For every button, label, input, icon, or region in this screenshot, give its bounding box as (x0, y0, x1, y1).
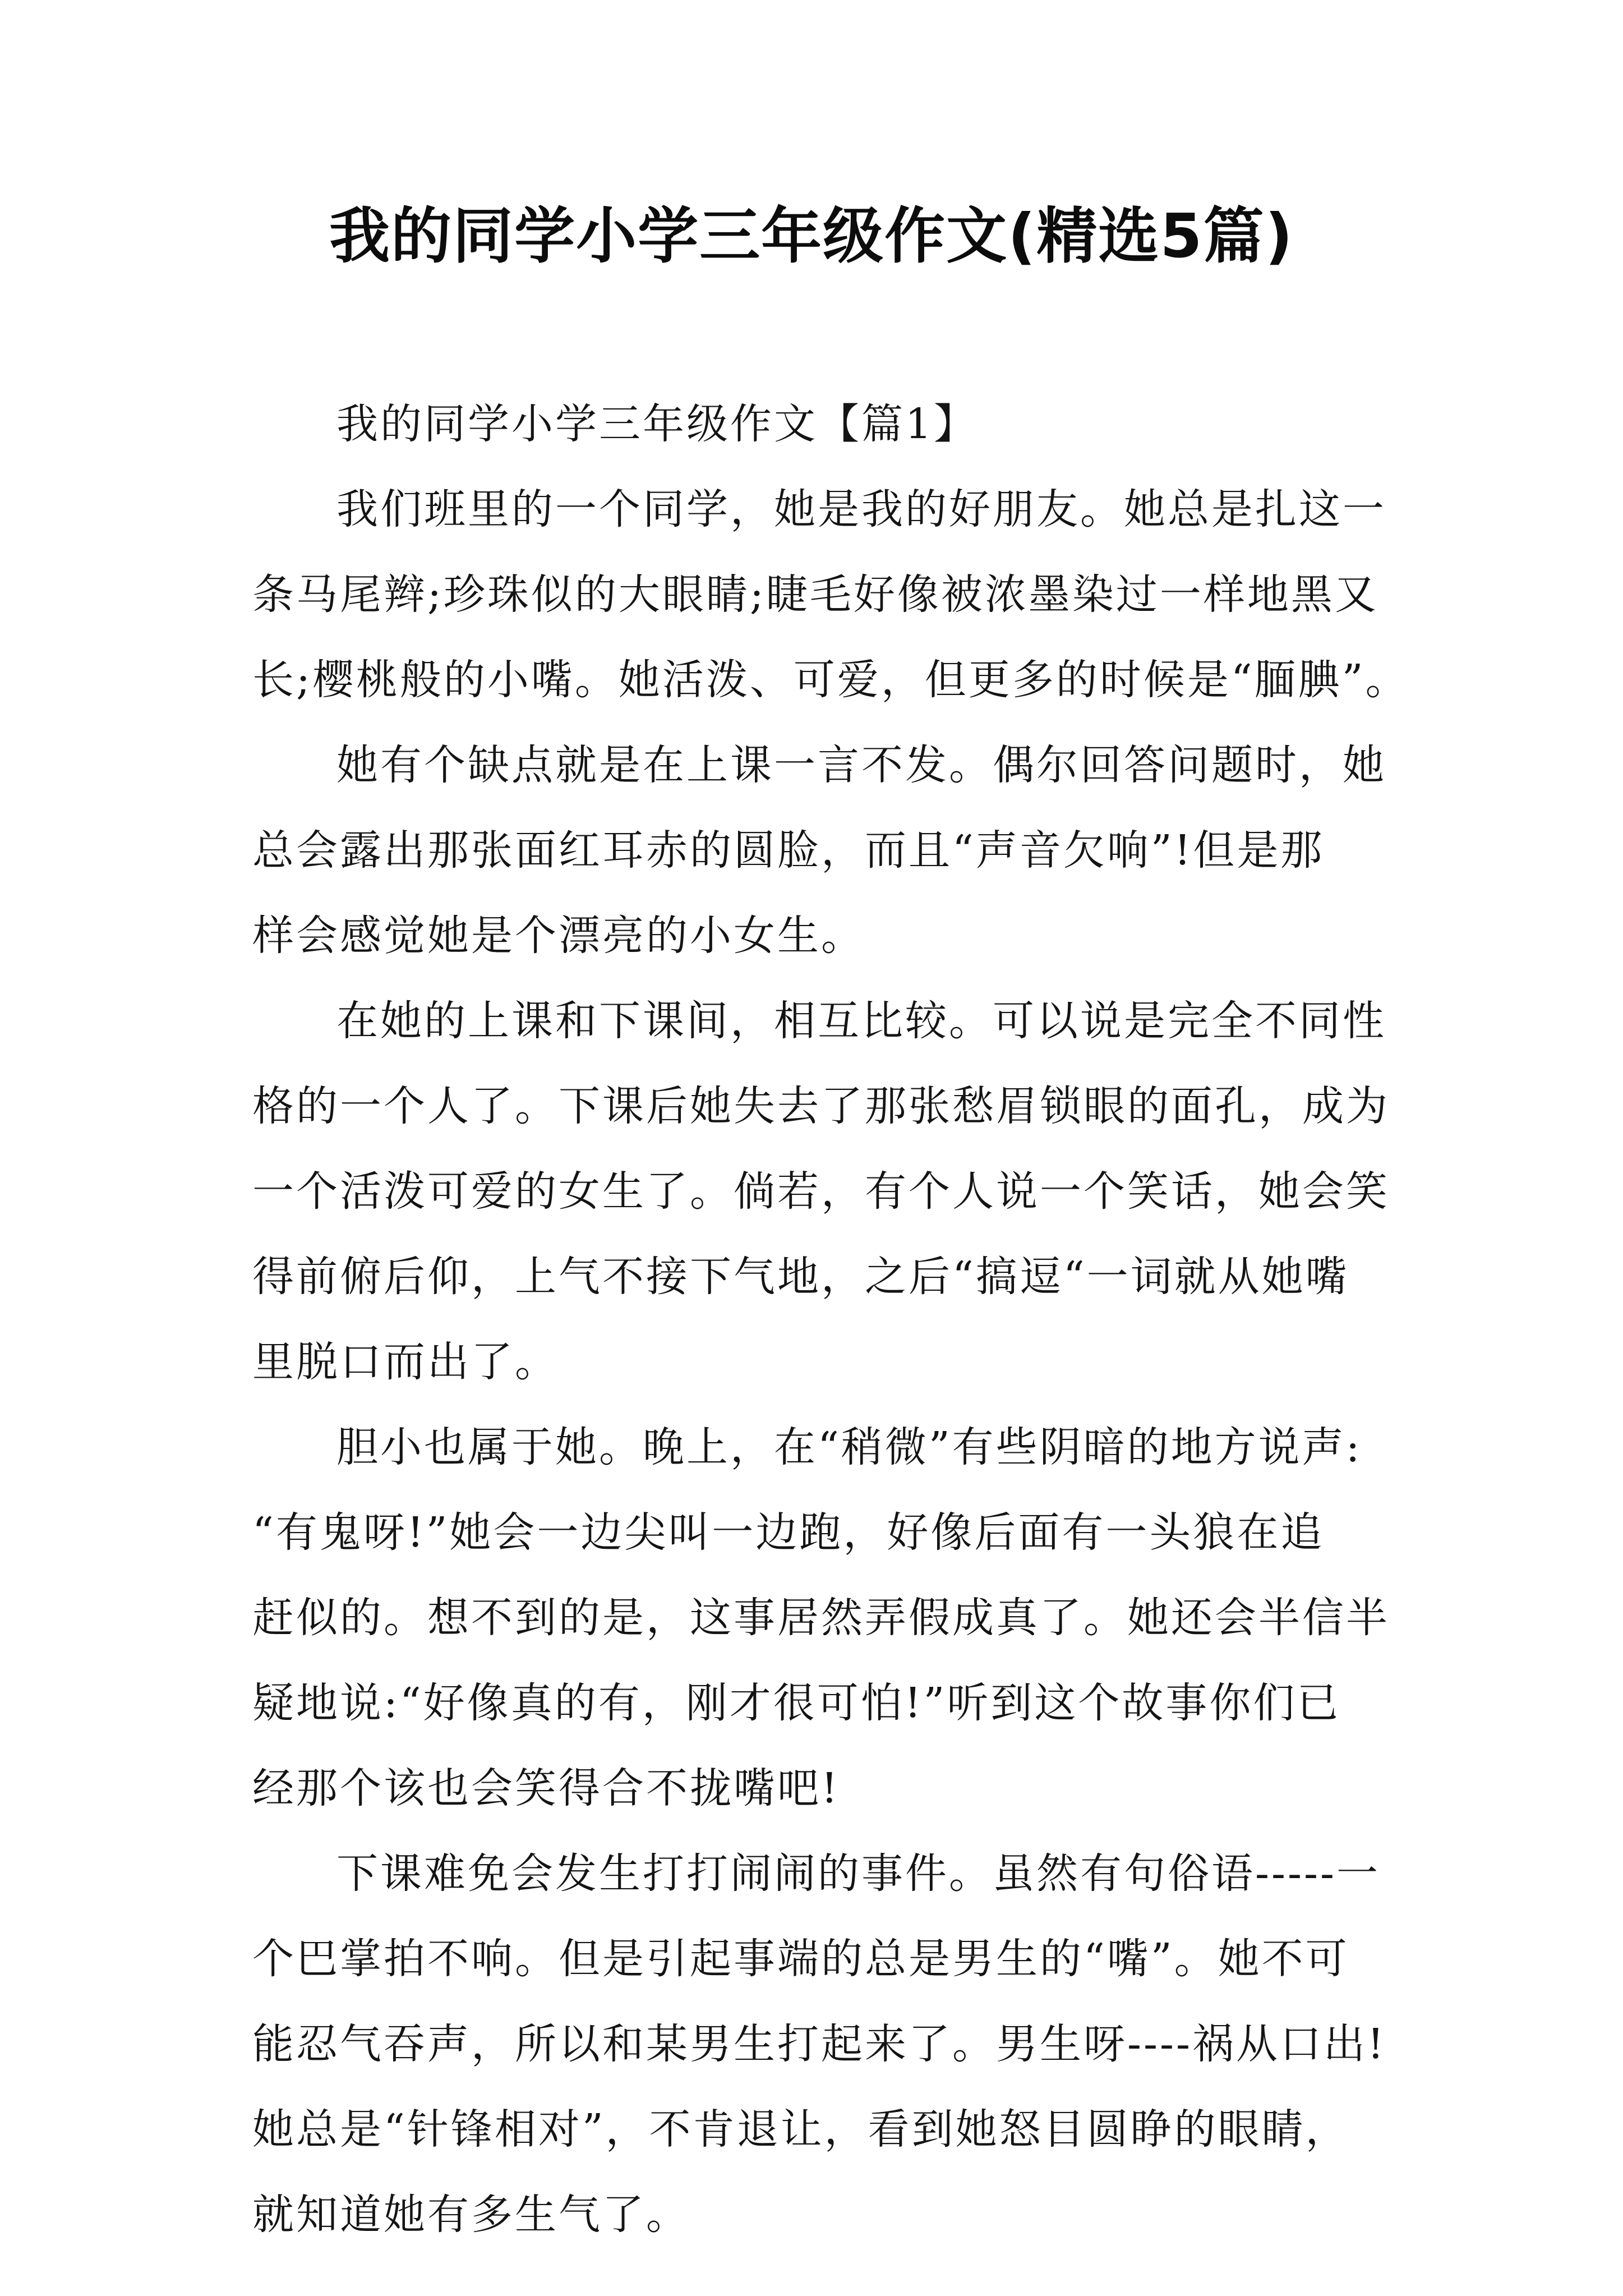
text-line: 一个活泼可爱的女生了。倘若，有个人说一个笑话，她会笑 (252, 1167, 1390, 1216)
text-line: 胆小也属于她。晚上，在“稍微”有些阴暗的地方说声: (336, 1423, 1362, 1471)
text-line: 赶似的。想不到的是，这事居然弄假成真了。她还会半信半 (252, 1594, 1390, 1642)
text-line: “有鬼呀!”她会一边尖叫一边跑，好像后面有一头狼在追 (252, 1508, 1325, 1557)
text-line: 个巴掌拍不响。但是引起事端的总是男生的“嘴”。她不可 (252, 1935, 1349, 1983)
text-line: 她总是“针锋相对”，不肯退让，看到她怒目圆睁的眼睛， (252, 2105, 1349, 2154)
text-line: 在她的上课和下课间，相互比较。可以说是完全不同性 (336, 997, 1386, 1045)
text-line: 样会感觉她是个漂亮的小女生。 (252, 912, 865, 960)
text-line: 条马尾辫;珍珠似的大眼睛;睫毛好像被浓墨染过一样地黑又 (252, 570, 1378, 619)
text-line: 里脱口而出了。 (252, 1338, 559, 1386)
text-line: 下课难免会发生打打闹闹的事件。虽然有句俗语-----一 (336, 1849, 1381, 1898)
text-line: 长;樱桃般的小嘴。她活泼、可爱，但更多的时候是“腼腆”。 (252, 656, 1409, 704)
text-line: 格的一个人了。下课后她失去了那张愁眉锁眼的面孔，成为 (252, 1082, 1390, 1130)
document-title: 我的同学小学三年级作文(精选5篇) (329, 201, 1294, 272)
text-line: 得前俯后仰，上气不接下气地，之后“搞逗“一词就从她嘴 (252, 1253, 1349, 1301)
text-line: 就知道她有多生气了。 (252, 2191, 690, 2239)
text-line: 疑地说:“好像真的有，刚才很可怕!”听到这个故事你们已 (252, 1679, 1341, 1727)
text-line: 经那个该也会笑得合不拢嘴吧! (252, 1764, 840, 1812)
text-line: 我的同学小学三年级作文【篇1】 (336, 400, 978, 448)
text-line: 总会露出那张面红耳赤的圆脸，而且“声音欠响”!但是那 (252, 826, 1325, 875)
text-line: 能忍气吞声，所以和某男生打起来了。男生呀----祸从口出! (252, 2020, 1386, 2068)
text-line: 我们班里的一个同学，她是我的好朋友。她总是扎这一 (336, 485, 1386, 533)
document-body (252, 381, 1409, 2257)
text-line: 她有个缺点就是在上课一言不发。偶尔回答问题时，她 (336, 741, 1386, 789)
